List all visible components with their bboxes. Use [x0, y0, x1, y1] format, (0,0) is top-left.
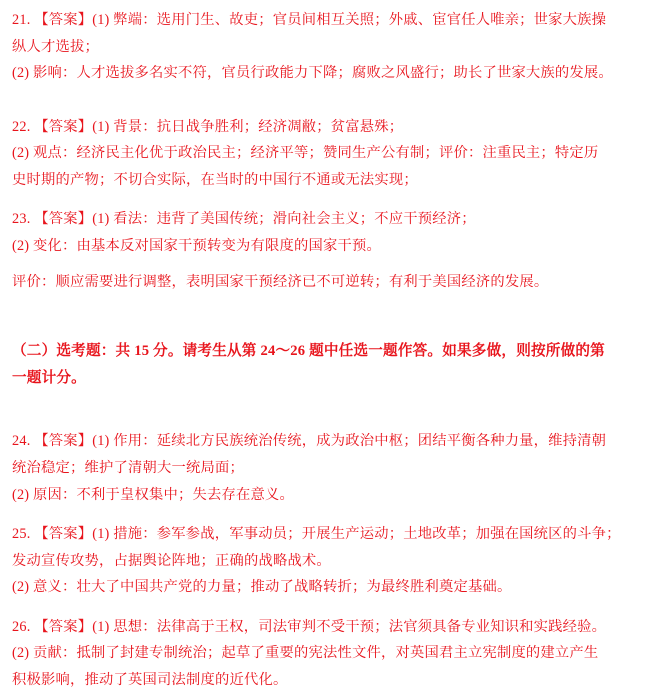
answer-line: 25. 【答案】(1) 措施：参军参战，军事动员；开展生产运动；土地改革；加强在国统区的斗争；: [12, 526, 621, 543]
answer-line: 纵人才选拔；: [12, 38, 99, 55]
spacer: [12, 513, 638, 522]
answer-block-q25: [12, 522, 638, 600]
answer-line: 发动宣传攻势，占据舆论阵地；正确的战略战术。: [12, 552, 331, 569]
answer-line: 21. 【答案】(1) 弊端：选用门生、故吏；官员间相互关照；外戚、宦官任人唯亲；世家大族操: [12, 12, 607, 28]
answer-line: (2) 影响：人才选拔多名实不符，官员行政能力下降；腐败之风盛行；助长了世家大族的发展。: [12, 65, 613, 82]
answer-line: (2) 观点：经济民主化优于政治民主；经济平等；赞同生产公有制；评价：注重民主；特定历: [12, 145, 599, 162]
spacer: [12, 420, 638, 429]
spacer: [12, 92, 638, 115]
answer-line: (2) 意义：壮大了中国共产党的力量；推动了战略转折；为最终胜利奠定基础。: [12, 579, 512, 596]
answer-line: 24. 【答案】(1) 作用：延续北方民族统治传统，成为政治中枢；团结平衡各种力量，维持清朝: [12, 433, 607, 450]
section-heading-line: 一题计分。: [12, 370, 86, 387]
answer-line: (2) 变化：由基本反对国家干预转变为有限度的国家干预。: [12, 238, 381, 255]
answer-block-q24: [12, 429, 638, 507]
answer-line: (2) 贡献：抵制了封建专制统治；起草了重要的宪法性文件，对英国君主立宪制度的建立产生: [12, 645, 599, 662]
answer-line: 26. 【答案】(1) 思想：法律高于王权，司法审判不受干预；法官须具备专业知识和实践经验。: [12, 618, 607, 635]
answer-line: 统治稳定；维护了清朝大一统局面；: [12, 459, 244, 476]
spacer: [12, 323, 638, 339]
answer-block-q22: [12, 115, 638, 193]
answer-line: 史时期的产物；不切合实际，在当时的中国行不通或无法实现；: [12, 171, 418, 188]
answer-line: 23. 【答案】(1) 看法：违背了美国传统；滑向社会主义；不应干预经济；: [12, 211, 476, 228]
section-heading-line: （二）选考题：共 15 分。请考生从第 24～26 题中任选一题作答。如果多做，则按所做的第: [12, 343, 605, 360]
spacer: [12, 300, 638, 323]
answer-block-q26: [12, 615, 638, 693]
answer-line: 评价：顺应需要进行调整，表明国家干预经济已不可逆转；有利于美国经济的发展。: [12, 273, 549, 290]
answer-line: 22. 【答案】(1) 背景：抗日战争胜利；经济凋敝；贫富悬殊；: [12, 118, 404, 135]
answer-line: 积极影响，推动了英国司法制度的近代化。: [12, 672, 288, 689]
spacer: [12, 198, 638, 207]
optional-section-heading: [12, 339, 638, 391]
spacer: [12, 397, 638, 420]
spacer: [12, 606, 638, 615]
spacer: [12, 261, 638, 270]
answer-line: (2) 原因：不利于皇权集中；失去存在意义。: [12, 486, 294, 503]
answer-block-q23: [12, 207, 638, 294]
answer-block-q21: [12, 8, 638, 86]
